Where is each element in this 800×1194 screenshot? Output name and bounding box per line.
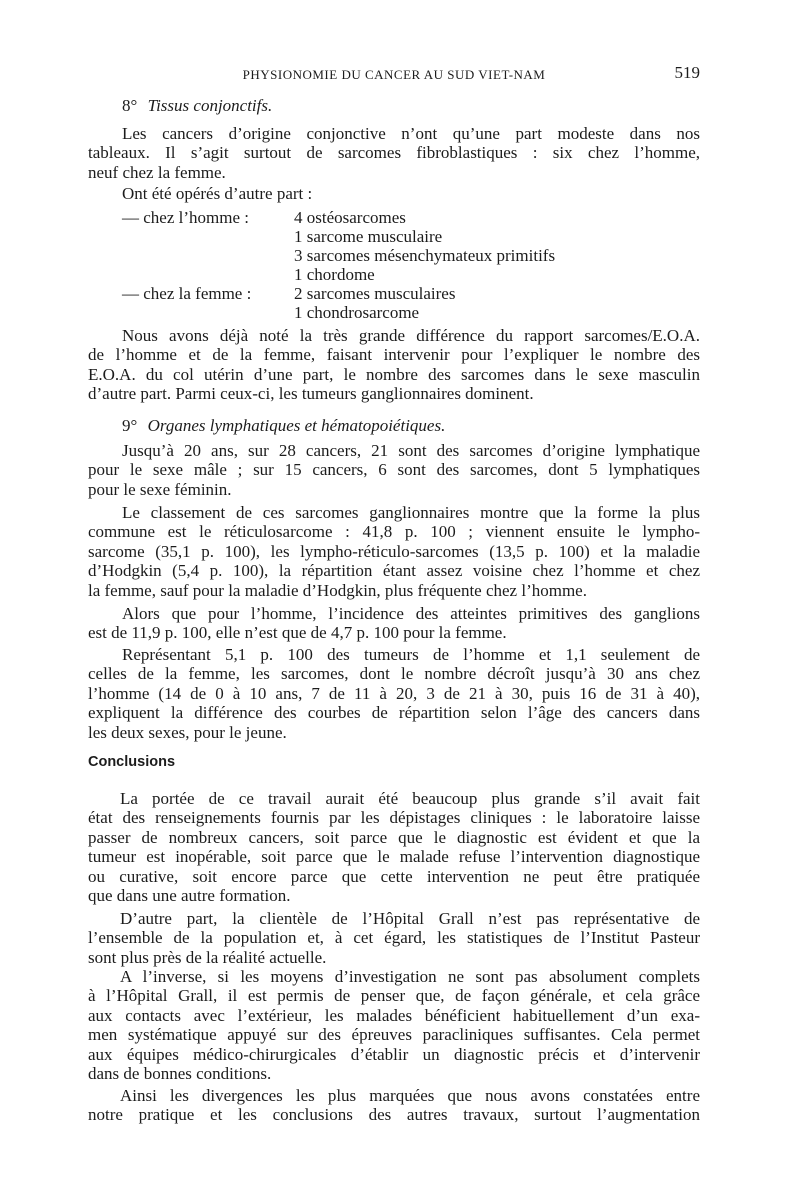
running-header	[88, 63, 700, 83]
text-line: de l’homme et de la femme, faisant intervenir pour l’expliquer le nombre des	[88, 345, 700, 365]
men-label: — chez l’homme :	[122, 208, 249, 227]
text-line: tumeur est inopérable, soit parce que le malade refuse l’intervention diagnostique	[88, 847, 700, 867]
text-line: notre pratique et les conclusions des autres travaux, surtout l’augmentation	[88, 1105, 700, 1125]
section-9-title: Organes lymphatiques et hématopoiétiques.	[147, 416, 446, 435]
conclusions-heading: Conclusions	[88, 754, 176, 770]
women-label: — chez la femme :	[122, 284, 252, 303]
text-line: à l’Hôpital Grall, il est permis de penser que, de façon générale, et cela grâce	[88, 986, 700, 1006]
paragraph-ratio	[88, 326, 700, 404]
paragraph-clientele	[88, 909, 700, 967]
section-8-title: Tissus conjonctifs.	[147, 96, 273, 115]
text-line: l’homme (14 de 0 à 10 ans, 7 de 11 à 20, 3 de 21 à 30, puis 16 de 31 à 40),	[88, 683, 700, 703]
text-line: d’autre part. Parmi ceux-ci, les tumeurs ganglionnaires dominent.	[88, 384, 534, 404]
section-9-number: 9°	[122, 416, 138, 435]
text-line: est de 11,9 p. 100, elle n’est que de 4,7 p. 100 pour la femme.	[88, 623, 507, 643]
text-line: men systématique appuyé sur des épreuves paracliniques suffisantes. Cela permet	[88, 1025, 700, 1045]
list-item: 4 ostéosarcomes	[294, 208, 406, 227]
text-line: pour le sexe féminin.	[88, 479, 232, 499]
section-8-heading	[88, 96, 734, 115]
section-9-heading	[88, 416, 734, 435]
text-line: aux équipes médico-chirurgicales d’établir un diagnostic précis et d’intervenir	[88, 1044, 700, 1064]
text-line: la femme, sauf pour la maladie d’Hodgkin, plus fréquente chez l’homme.	[88, 580, 587, 600]
text-line: dans de bonnes conditions.	[88, 1064, 272, 1084]
section-8-number: 8°	[122, 96, 138, 115]
paragraph-divergences	[88, 1086, 700, 1125]
text-line: aux contacts avec l’extérieur, les malades bénéficient habituellement d’un exa-	[88, 1005, 700, 1025]
text-line: Représentant 5,1 p. 100 des tumeurs de l’homme et 1,1 seulement de	[122, 645, 700, 664]
paragraph-incidence	[88, 604, 700, 643]
text-line: l’ensemble de la population et, à cet égard, les statistiques de l’Institut Pasteur	[88, 928, 700, 948]
text-line: sarcome (35,1 p. 100), les lympho-réticulo-sarcomes (13,5 p. 100) et la maladie	[88, 541, 700, 561]
paragraph-classification	[88, 503, 700, 600]
paragraph-connective-tissue	[88, 124, 700, 182]
text-line: Le classement de ces sarcomes ganglionnaires montre que la forme la plus	[122, 503, 700, 522]
text-line: état des renseignements fournis par les dépistages cliniques : le laboratoire laisse	[88, 808, 700, 828]
paragraph-operated: Ont été opérés d’autre part :	[122, 184, 313, 203]
text-line: ou curative, soit encore parce que cette intervention ne peut être pratiquée	[88, 866, 700, 886]
text-line: d’Hodgkin (5,4 p. 100), la répartition étant assez voisine chez l’homme et chez	[88, 561, 700, 581]
paragraph-representing	[88, 645, 700, 742]
text-line: Ainsi les divergences les plus marquées que nous avons constatées entre	[120, 1086, 700, 1105]
text-line: neuf chez la femme.	[88, 162, 226, 182]
text-line: que dans une autre formation.	[88, 886, 291, 906]
paragraph-investigation	[88, 967, 700, 1083]
text-line: D’autre part, la clientèle de l’Hôpital Grall n’est pas représentative de	[120, 909, 700, 928]
list-item: 1 chordome	[294, 265, 375, 284]
operated-list	[88, 208, 700, 324]
list-item: 2 sarcomes musculaires	[294, 284, 456, 303]
list-item: 1 chondrosarcome	[294, 303, 420, 322]
paragraph-under-20	[88, 441, 700, 499]
list-item: 3 sarcomes mésenchymateux primitifs	[294, 246, 556, 265]
text-line: commune est le réticulosarcome : 41,8 p. 100 ; viennent ensuite le lympho-	[88, 522, 700, 542]
list-item: 1 sarcome musculaire	[294, 227, 443, 246]
running-title: PHYSIONOMIE DU CANCER AU SUD VIET-NAM	[242, 67, 546, 82]
text-line: Nous avons déjà noté la très grande différence du rapport sarcomes/E.O.A.	[122, 326, 700, 345]
paragraph-scope	[88, 789, 700, 905]
text-line: E.O.A. du col utérin d’une part, le nombre des sarcomes dans le sexe masculin	[88, 364, 700, 384]
text-line: tableaux. Il s’agit surtout de sarcomes fibroblastiques : six chez l’homme,	[88, 143, 700, 163]
text-line: les deux sexes, pour le jeune.	[88, 722, 287, 742]
text-line: A l’inverse, si les moyens d’investigation ne sont pas absolument complets	[120, 967, 700, 986]
text-line: La portée de ce travail aurait été beaucoup plus grande s’il avait fait	[120, 789, 700, 808]
text-line: sont plus près de la réalité actuelle.	[88, 947, 327, 967]
text-line: pour le sexe mâle ; sur 15 cancers, 6 sont des sarcomes, dont 5 lymphatiques	[88, 460, 700, 480]
text-line: expliquent la différence des courbes de répartition selon l’âge des cancers dans	[88, 703, 700, 723]
text-line: Jusqu’à 20 ans, sur 28 cancers, 21 sont des sarcomes d’origine lymphatique	[122, 441, 700, 460]
text-line: Les cancers d’origine conjonctive n’ont qu’une part modeste dans nos	[122, 124, 700, 143]
text-line: Alors que pour l’homme, l’incidence des atteintes primitives des ganglions	[122, 604, 700, 623]
page-number: 519	[674, 63, 700, 82]
text-line: passer de nombreux cancers, soit parce que le diagnostic est évident et que la	[88, 827, 700, 847]
text-line: celles de la femme, les sarcomes, dont le nombre décroît jusqu’à 30 ans chez	[88, 664, 700, 684]
